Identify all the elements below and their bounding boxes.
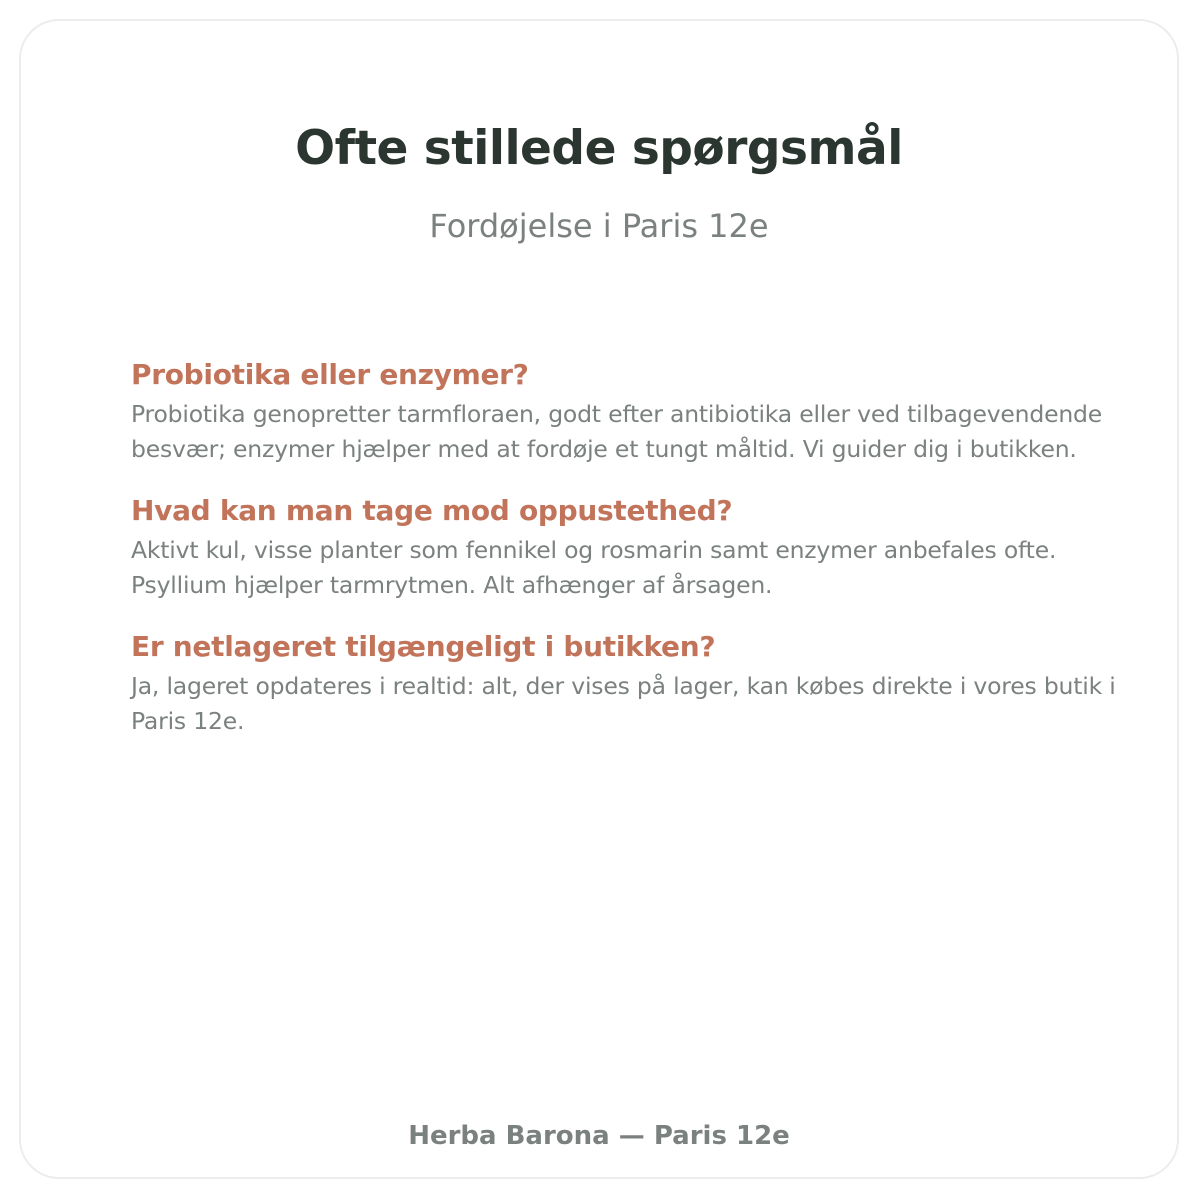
faq-item-stock <box>131 629 1141 739</box>
faq-answer: Ja, lageret opdateres i realtid: alt, der vises på lager, kan købes direkte i vores butik i Paris 12e. <box>131 672 1116 735</box>
footer-brand: Herba Barona — Paris 12e <box>408 1121 790 1151</box>
faq-item-bloating <box>131 493 1141 603</box>
faq-answer: Aktivt kul, visse planter som fennikel og rosmarin samt enzymer anbefales ofte. Psyllium hjælper tarmrytmen. Alt afhænger af årsagen. <box>131 536 1057 599</box>
faq-card <box>19 19 1179 1179</box>
faq-answer: Probiotika genopretter tarmfloraen, godt efter antibiotika eller ved tilbagevendende besvær; enzymer hjælper med at fordøje et tungt måltid. Vi guider dig i butikken. <box>131 400 1103 463</box>
page-subtitle: Fordøjelse i Paris 12e <box>429 207 769 245</box>
faq-item-probiotics <box>131 357 1141 467</box>
page-title: Ofte stillede spørgsmål <box>295 121 903 176</box>
faq-question: Er netlageret tilgængeligt i butikken? <box>131 630 716 663</box>
faq-question: Hvad kan man tage mod oppustethed? <box>131 494 733 527</box>
faq-question: Probiotika eller enzymer? <box>131 358 529 391</box>
faq-list <box>131 357 1141 765</box>
